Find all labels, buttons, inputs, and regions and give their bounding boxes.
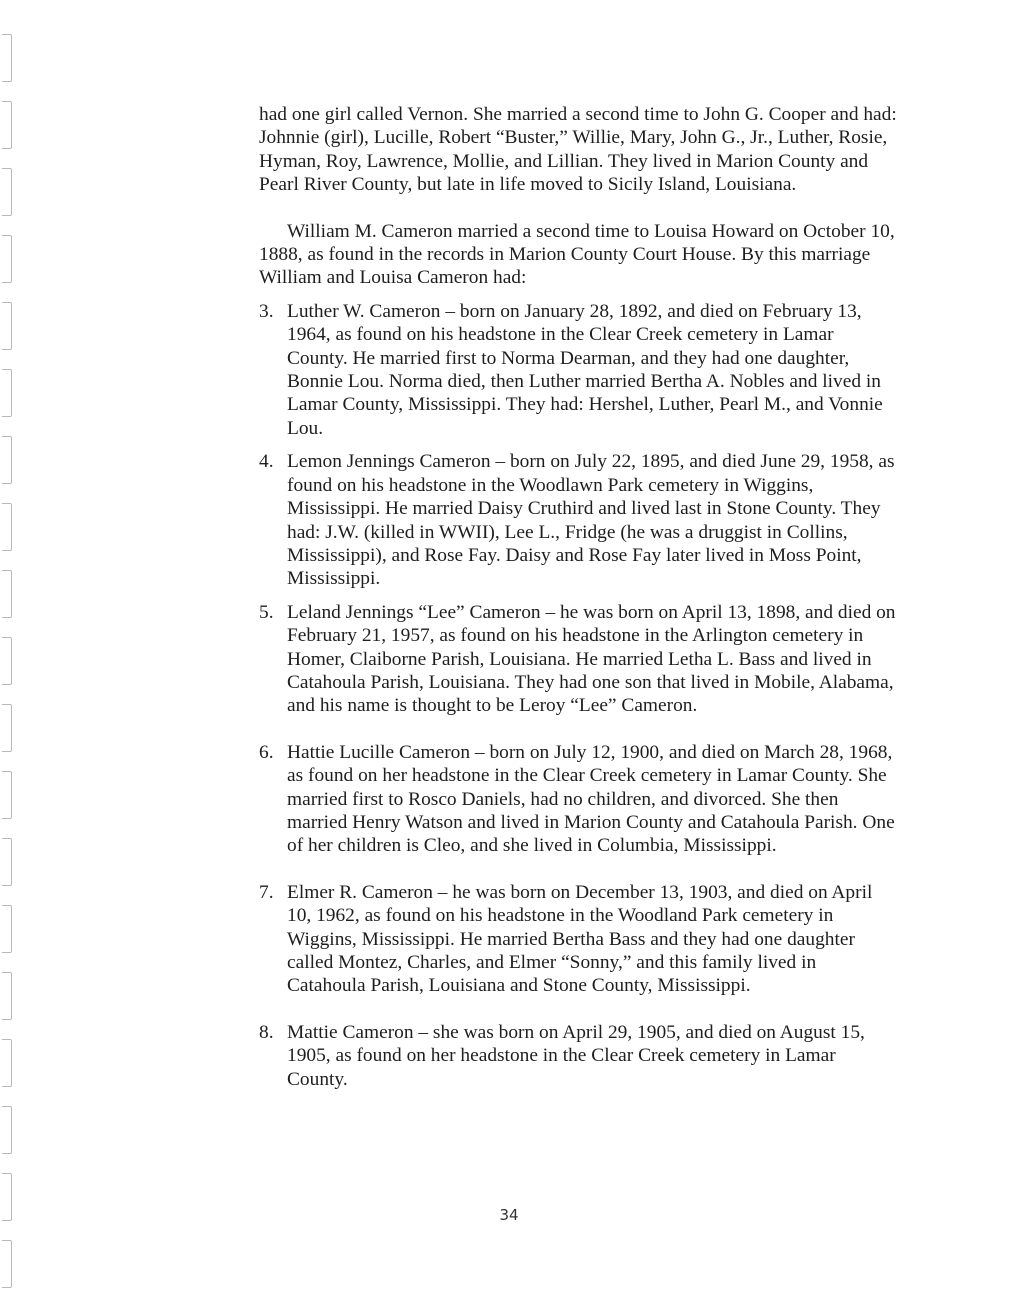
list-item-text: Mattie Cameron – she was born on April 29, 1905, and died on August 15, 1905, as found on her headstone in the Clear Creek cemetery in Lamar County. [287,1021,865,1090]
list-item-text: Lemon Jennings Cameron – born on July 22, 1895, and died June 29, 1958, as found on his headstone in the Woodlawn Park cemetery in Wiggins, Mississippi. He married Daisy Cruthird and lived last in Stone County. They had: J.W. (killed in WWII), Lee L., Fridge (he was a druggist in Collins, Mississippi), and Rose Fay. Daisy and Rose Fay later lived in Moss Point, Mississippi. [287,451,895,590]
binding-hole [2,637,12,685]
binding-hole [2,168,12,216]
list-item-number: 3. [259,300,274,322]
list-item-text: Elmer R. Cameron – he was born on December 13, 1903, and died on April 10, 1962, as found on his headstone in the Woodland Park cemetery in Wiggins, Mississippi. He married Bertha Bass and they had one daughter called Montez, Charles, and Elmer “Sonny,” and this family lived in Catahoula Parish, Louisiana and Stone County, Mississippi. [287,881,873,997]
binding-hole [2,771,12,819]
binding-hole [2,302,12,350]
binding-hole [2,1240,12,1288]
list-item-text: Luther W. Cameron – born on January 28, 1892, and died on February 13, 1964, as found on his headstone in the Clear Creek cemetery in Lamar County. He married first to Norma Dearman, and they had one daughter, Bonnie Lou. Norma died, then Luther married Bertha A. Nobles and lived in Lamar County, Mississippi. They had: Hershel, Luther, Pearl M., and Vonnie Lou. [287,300,883,439]
binding-hole [2,34,12,82]
list-item-text: Hattie Lucille Cameron – born on July 12, 1900, and died on March 28, 1968, as found on her headstone in the Clear Creek cemetery in Lamar County. She married first to Rosco Daniels, had no children, and divorced. She then married Henry Watson and lived in Marion County and Catahoula Parish. One of her children is Cleo, and she lived in Columbia, Mississippi. [287,741,895,857]
binding-hole [2,704,12,752]
binding-hole [2,503,12,551]
list-item-number: 7. [259,881,274,903]
list-item [259,450,899,590]
binding-holes [0,0,22,1315]
list-item [259,601,899,718]
list-item-number: 4. [259,451,274,473]
binding-hole [2,972,12,1020]
list-item-number: 5. [259,601,274,623]
list-item-text: Leland Jennings “Lee” Cameron – he was born on April 13, 1898, and died on February 21, 1957, as found on his headstone in the Arlington cemetery in Homer, Claiborne Parish, Louisiana. He married Letha L. Bass and lived in Catahoula Parish, Louisiana. They had one son that lived in Mobile, Alabama, and his name is thought to be Leroy “Lee” Cameron. [287,601,896,717]
paragraph-continuation: had one girl called Vernon. She married a second time to John G. Cooper and had: Johnnie (girl), Lucille, Robert “Buster,” Willie, Mary, John G., Jr., Luther, Rosie, Hyman, Roy, Lawrence, Mollie, and Lillian. They lived in Marion County and Pearl River County, but late in life moved to Sicily Island, Louisiana. [259,104,897,196]
binding-hole [2,369,12,417]
binding-hole [2,1106,12,1154]
binding-hole [2,235,12,283]
page-body [259,103,899,1091]
binding-hole [2,838,12,886]
binding-hole [2,1039,12,1087]
binding-hole [2,570,12,618]
binding-hole [2,436,12,484]
list-item [259,1021,899,1091]
list-item-number: 6. [259,741,274,763]
list-item [259,300,899,440]
list-item [259,741,899,858]
binding-hole [2,101,12,149]
list-item [259,881,899,998]
list-item-number: 8. [259,1021,274,1043]
paragraph-second-marriage: William M. Cameron married a second time to Louisa Howard on October 10, 1888, as found in the records in Marion County Court House. By this marriage William and Louisa Cameron had: [259,220,895,289]
page-number: 34 [499,1206,519,1224]
binding-hole [2,905,12,953]
